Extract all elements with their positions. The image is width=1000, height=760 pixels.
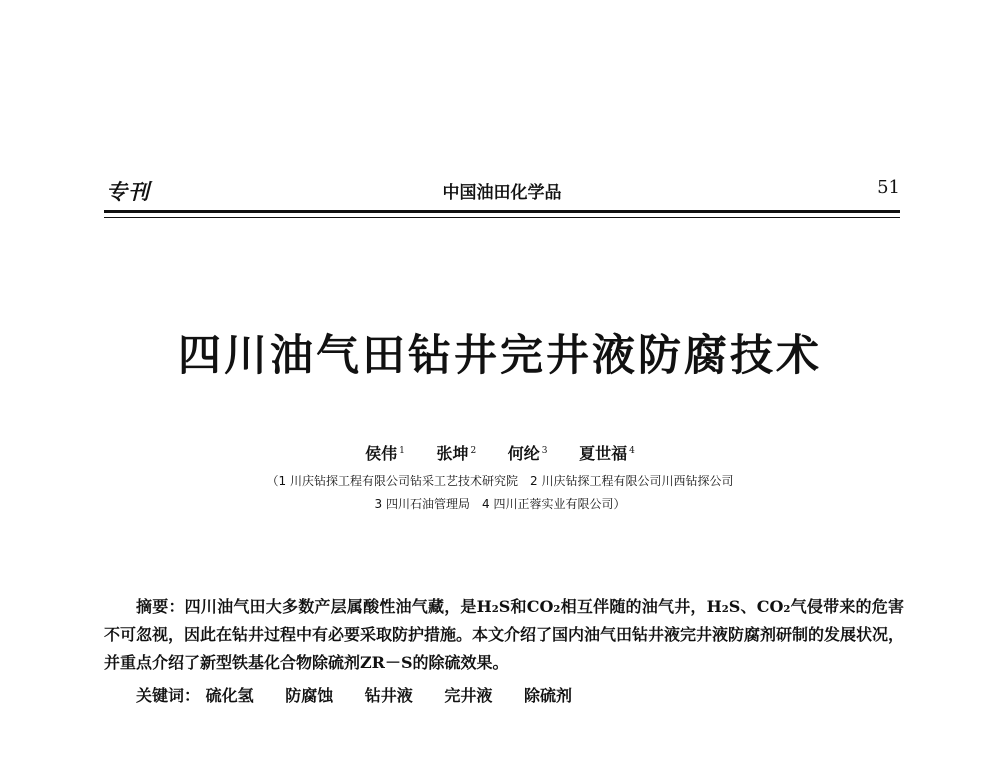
author-affiliation-mark: 4 <box>629 445 635 456</box>
header-rule-thin <box>104 217 900 218</box>
keywords-label: 关键词： <box>136 686 201 705</box>
author-list <box>0 441 1000 464</box>
author-affiliation-mark: 1 <box>399 445 405 456</box>
keyword: 防腐蚀 <box>285 686 334 705</box>
author <box>436 444 476 463</box>
journal-name: 中国油田化学品 <box>442 183 562 203</box>
keyword: 除硫剂 <box>523 686 572 705</box>
body-text-cutoff <box>136 748 896 760</box>
author <box>365 444 405 463</box>
keyword: 完井液 <box>444 686 493 705</box>
author <box>508 444 548 463</box>
abstract <box>104 593 904 677</box>
keyword: 硫化氢 <box>205 686 254 705</box>
abstract-label: 摘要： <box>136 597 185 616</box>
affiliation-line-2: 3 四川石油管理局 4 四川正蓉实业有限公司） <box>374 497 626 511</box>
author-name: 侯伟 <box>365 444 398 463</box>
page-number: 51 <box>877 177 900 198</box>
affiliation-line-1: （1 川庆钻探工程有限公司钻采工艺技术研究院 2 川庆钻探工程有限公司川西钻探公司 <box>266 474 734 488</box>
author <box>579 444 635 463</box>
header-rule-thick <box>104 210 900 213</box>
author-name: 何纶 <box>507 444 540 463</box>
abstract-text: 四川油气田大多数产层属酸性油气藏，是H₂S和CO₂相互伴随的油气井，H₂S、CO₂气侵带来的危害不可忽视，因此在钻井过程中有必要采取防护措施。本文介绍了国内油气田钻井液完井液防腐剂研制的发展状况，并重点介绍了新型铁基化合物除硫剂ZR－S的除硫效果。 <box>104 597 905 672</box>
article-title: 四川油气田钻井完井液防腐技术 <box>178 331 822 381</box>
running-header <box>104 176 900 212</box>
keywords <box>136 683 598 706</box>
journal-section: 专刊 <box>106 179 150 204</box>
author-affiliation-mark: 2 <box>470 445 477 456</box>
keyword: 钻井液 <box>364 686 413 705</box>
author-affiliation-mark: 3 <box>541 445 548 456</box>
author-name: 夏世福 <box>579 444 628 463</box>
author-name: 张坤 <box>436 444 469 463</box>
